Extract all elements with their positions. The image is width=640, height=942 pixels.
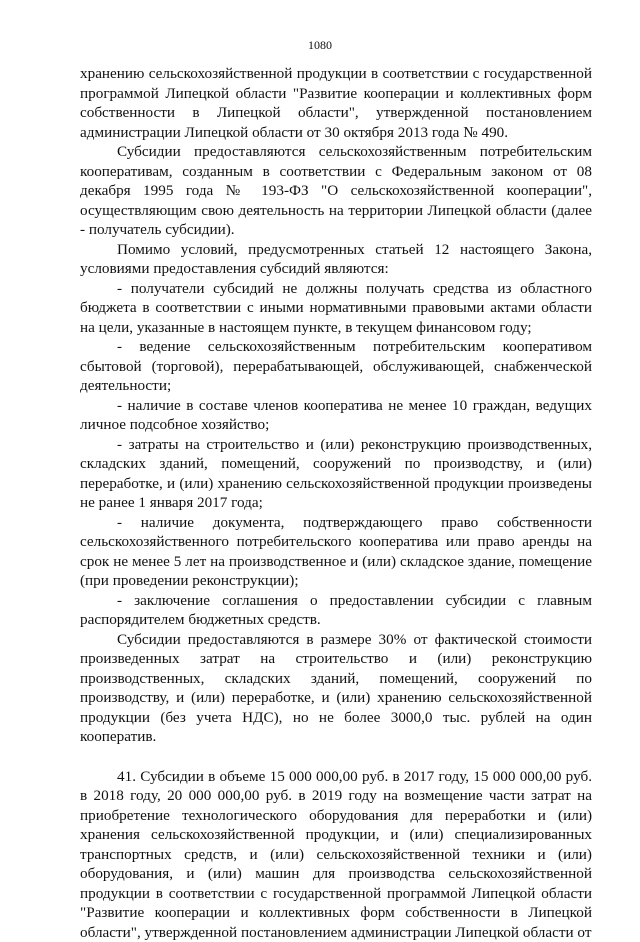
list-item-condition: - наличие документа, подтверждающего право собственности сельскохозяйственного потребительского кооператива или право аренды на срок не менее 5 лет на производственное и (или) складское здание, помещение (при проведении реконструкции); <box>80 513 592 591</box>
paragraph-item-41: 41. Субсидии в объеме 15 000 000,00 руб. в 2017 году, 15 000 000,00 руб. в 2018 году, 20 000 000,00 руб. в 2019 году на возмещение части затрат на приобретение технологического оборудования для переработки и (или) хранения сельскохозяйственной продукции, и (или) специализированных транспортных средств, и (или) сельскохозяйственной техники и (или) оборудования, и (или) машин для производства сельскохозяйственной продукции в соответствии с государственной программой Липецкой области "Развитие кооперации и коллективных форм собственности в Липецкой области", утвержденной постановлением администрации Липецкой области от <box>80 767 592 942</box>
paragraph-conditions-intro: Помимо условий, предусмотренных статьей 12 настоящего Закона, условиями предоставления субсидий являются: <box>80 240 592 279</box>
list-item-condition: - получатели субсидий не должны получать средства из областного бюджета в соответствии с иными нормативными правовыми актами области на цели, указанные в настоящем пункте, в текущем финансовом году; <box>80 279 592 338</box>
list-item-condition: - заключение соглашения о предоставлении субсидии с главным распорядителем бюджетных средств. <box>80 591 592 630</box>
paragraph-continuation: хранению сельскохозяйственной продукции в соответствии с государственной программой Липецкой области "Развитие кооперации и коллективных форм собственности в Липецкой области", утвержденной постановлением администрации Липецкой области от 30 октября 2013 года № 490. <box>80 64 592 142</box>
paragraph-subsidy-amount: Субсидии предоставляются в размере 30% от фактической стоимости произведенных затрат на строительство и (или) реконструкцию производственных, складских зданий, помещений, сооружений по производству, и (или) переработке, и (или) хранению сельскохозяйственной продукции (без учета НДС), но не более 3000,0 тыс. рублей на один кооператив. <box>80 630 592 747</box>
document-body <box>80 64 592 942</box>
list-item-condition: - наличие в составе членов кооператива не менее 10 граждан, ведущих личное подсобное хозяйство; <box>80 396 592 435</box>
list-item-condition: - ведение сельскохозяйственным потребительским кооперативом сбытовой (торговой), перерабатывающей, обслуживающей, снабженческой деятельности; <box>80 337 592 396</box>
page-number: 1080 <box>0 38 640 52</box>
paragraph-subsidy-recipients: Субсидии предоставляются сельскохозяйственным потребительским кооперативам, созданным в соответствии с Федеральным законом от 08 декабря 1995 года № 193-ФЗ "О сельскохозяйственной кооперации", осуществляющим свою деятельность на территории Липецкой области (далее - получатель субсидии). <box>80 142 592 240</box>
list-item-condition: - затраты на строительство и (или) реконструкцию производственных, складских зданий, помещений, сооружений по производству, и (или) переработке, и (или) хранению сельскохозяйственной продукции произведены не ранее 1 января 2017 года; <box>80 435 592 513</box>
